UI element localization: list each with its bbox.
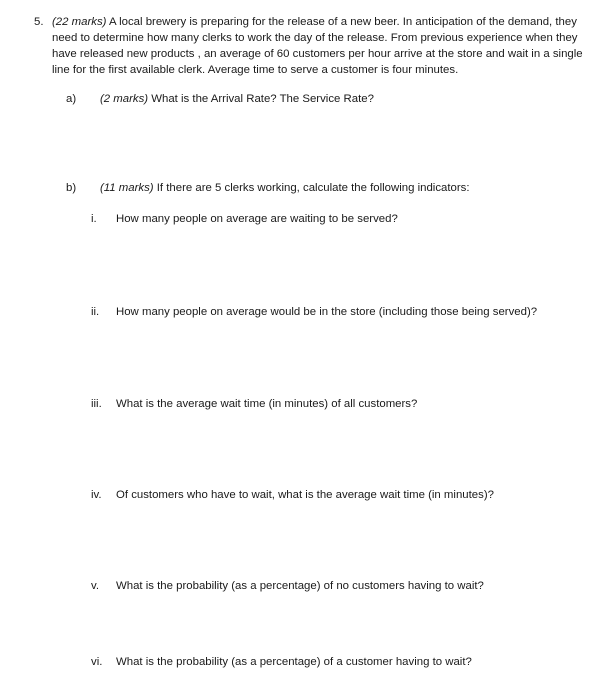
part-a — [66, 91, 374, 107]
part-b-marks: (11 marks) — [100, 182, 154, 194]
subquestion-label: iv. — [91, 489, 102, 501]
part-b — [66, 180, 470, 196]
subquestion-label: v. — [91, 580, 100, 592]
subquestion-label: ii. — [91, 306, 100, 318]
subquestion-label: i. — [91, 213, 97, 225]
subquestion-label: vi. — [91, 656, 103, 668]
subquestion-iii — [91, 396, 417, 412]
part-a-text: What is the Arrival Rate? The Service Rate? — [151, 93, 374, 105]
question-text: A local brewery is preparing for the release of a new beer. In anticipation of the demand, they need to determine how many clerks to work the day of the release. From previous experience when they have released new products , an average of 60 customers per hour arrive at the store and wait in a single line for the first available clerk. Average time to serve a customer is four minutes. — [52, 16, 583, 76]
question-body — [52, 14, 592, 78]
subquestion-v — [91, 578, 484, 594]
subquestion-text: How many people on average would be in the store (including those being served)? — [116, 306, 538, 318]
part-a-label: a) — [66, 93, 77, 105]
subquestion-text: What is the probability (as a percentage) of no customers having to wait? — [116, 580, 484, 592]
subquestion-text: What is the average wait time (in minutes) of all customers? — [116, 398, 418, 410]
subquestion-iv — [91, 487, 494, 503]
subquestion-vi — [91, 654, 472, 670]
subquestion-i — [91, 211, 398, 227]
part-b-label: b) — [66, 182, 77, 194]
subquestion-label: iii. — [91, 398, 102, 410]
question-marks: (22 marks) — [52, 16, 107, 28]
part-a-marks: (2 marks) — [100, 93, 149, 105]
part-b-text: If there are 5 clerks working, calculate the following indicators: — [156, 182, 470, 194]
subquestion-text: How many people on average are waiting to be served? — [116, 213, 398, 225]
subquestion-text: What is the probability (as a percentage) of a customer having to wait? — [116, 656, 472, 668]
subquestion-text: Of customers who have to wait, what is the average wait time (in minutes)? — [116, 489, 494, 501]
question-number: 5. — [34, 16, 44, 28]
subquestion-ii — [91, 304, 537, 320]
question-5 — [34, 14, 594, 78]
